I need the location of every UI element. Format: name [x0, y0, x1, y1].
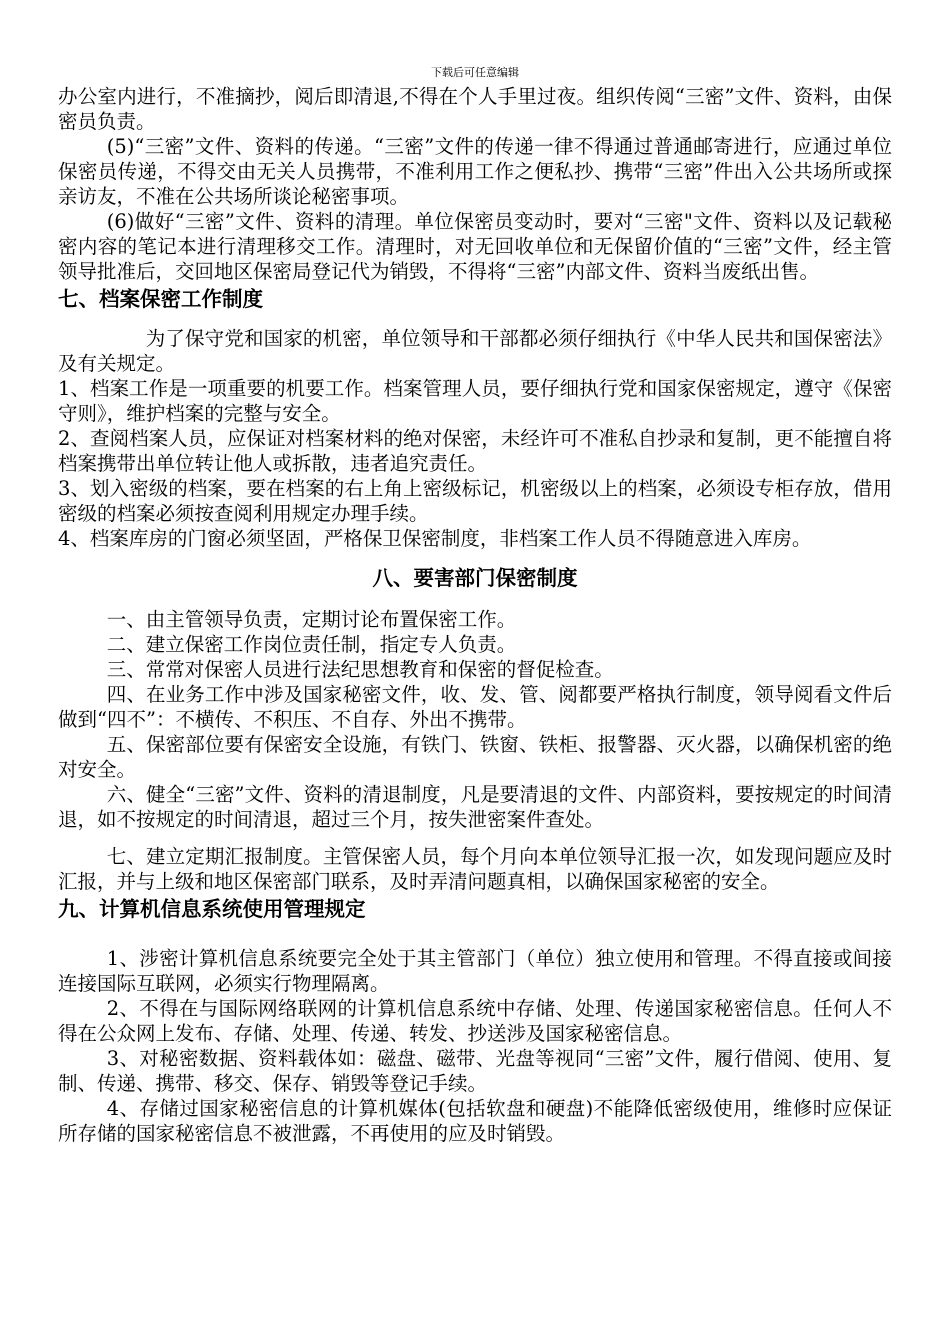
section-9-heading: 九、计算机信息系统使用管理规定 — [58, 897, 366, 921]
section-7-item-3: 3、划入密级的档案，要在档案的右上角上密级标记，机密级以上的档案，必须设专柜存放，借用密级的档案必须按查阅利用规定办理手续。 — [58, 477, 892, 525]
document-body — [58, 84, 892, 1146]
paragraph-item-5: (5)“三密”文件、资料的传递。“三密”文件的传递一律不得通过普通邮寄进行，应通过单位保密员传递，不得交由无关人员携带，不准利用工作之便私抄、携带“三密”件出入公共场所或探亲访友，不准在公共场所谈论秘密事项。 — [58, 135, 892, 208]
section-8-item-4: 四、在业务工作中涉及国家秘密文件，收、发、管、阅都要严格执行制度，领导阅看文件后做到“四不”：不横传、不积压、不自存、外出不携带。 — [58, 683, 892, 731]
section-7-heading: 七、档案保密工作制度 — [58, 287, 263, 311]
section-8-item-1: 一、由主管领导负责，定期讨论布置保密工作。 — [106, 608, 517, 631]
section-8-item-3: 三、常常对保密人员进行法纪思想教育和保密的督促检查。 — [106, 658, 614, 681]
spacer — [58, 593, 892, 607]
section-9-item-1: 1、涉密计算机信息系统要完全处于其主管部门（单位）独立使用和管理。不得直接或间接连接国际互联网，必须实行物理隔离。 — [58, 947, 892, 995]
section-7-intro: 为了保守党和国家的机密，单位领导和干部都必须仔细执行《中华人民共和国保密法》及有关规定。 — [58, 327, 892, 375]
section-9-item-4: 4、存储过国家秘密信息的计算机媒体(包括软盘和硬盘)不能降低密级使用，维修时应保证所存储的国家秘密信息不被泄露，不再使用的应及时销毁。 — [58, 1097, 892, 1145]
section-8-item-7: 七、建立定期汇报制度。主管保密人员，每个月向本单位领导汇报一次，如发现问题应及时汇报，并与上级和地区保密部门联系，及时弄清问题真相，以确保国家秘密的安全。 — [58, 845, 892, 893]
section-7-item-2: 2、查阅档案人员，应保证对档案材料的绝对保密，未经许可不准私自抄录和复制，更不能擅自将档案携带出单位转让他人或拆散，违者追究责任。 — [58, 427, 892, 475]
section-9-item-3: 3、对秘密数据、资料载体如：磁盘、磁带、光盘等视同“三密”文件，履行借阅、使用、复制、传递、携带、移交、保存、销毁等登记手续。 — [58, 1047, 892, 1095]
spacer — [58, 924, 892, 946]
paragraph-continuation: 办公室内进行，不准摘抄，阅后即清退,不得在个人手里过夜。组织传阅“三密”文件、资料，由保密员负责。 — [58, 85, 892, 133]
section-8-item-2: 二、建立保密工作岗位责任制，指定专人负责。 — [106, 633, 517, 656]
section-7-item-1: 1、档案工作是一项重要的机要工作。档案管理人员，要仔细执行党和国家保密规定，遵守《保密守则》，维护档案的完整与安全。 — [58, 377, 892, 425]
spacer — [58, 551, 892, 563]
spacer — [58, 832, 892, 844]
paragraph-item-6: (6)做好“三密”文件、资料的清理。单位保密员变动时，要对“三密"文件、资料以及记载秘密内容的笔记本进行清理移交工作。清理时，对无回收单位和无保留价值的“三密”文件，经主管领导批准后，交回地区保密局登记代为销毁，不得将“三密”内部文件、资料当废纸出售。 — [58, 210, 892, 283]
section-8-heading: 八、要害部门保密制度 — [372, 566, 578, 590]
section-8-item-5: 五、保密部位要有保密安全设施，有铁门、铁窗、铁柜、报警器、灭火器，以确保机密的绝对安全。 — [58, 733, 892, 781]
spacer — [58, 314, 892, 326]
page-header-note: 下载后可任意编辑 — [431, 66, 519, 79]
section-9-item-2: 2、不得在与国际网络联网的计算机信息系统中存储、处理、传递国家秘密信息。任何人不得在公众网上发布、存储、处理、传递、转发、抄送涉及国家秘密信息。 — [58, 997, 892, 1045]
section-8-item-6: 六、健全“三密”文件、资料的清退制度，凡是要清退的文件、内部资料，要按规定的时间清退，如不按规定的时间清退，超过三个月，按失泄密案件查处。 — [58, 783, 892, 831]
section-7-item-4: 4、档案库房的门窗必须坚固，严格保卫保密制度，非档案工作人员不得随意进入库房。 — [58, 527, 812, 550]
